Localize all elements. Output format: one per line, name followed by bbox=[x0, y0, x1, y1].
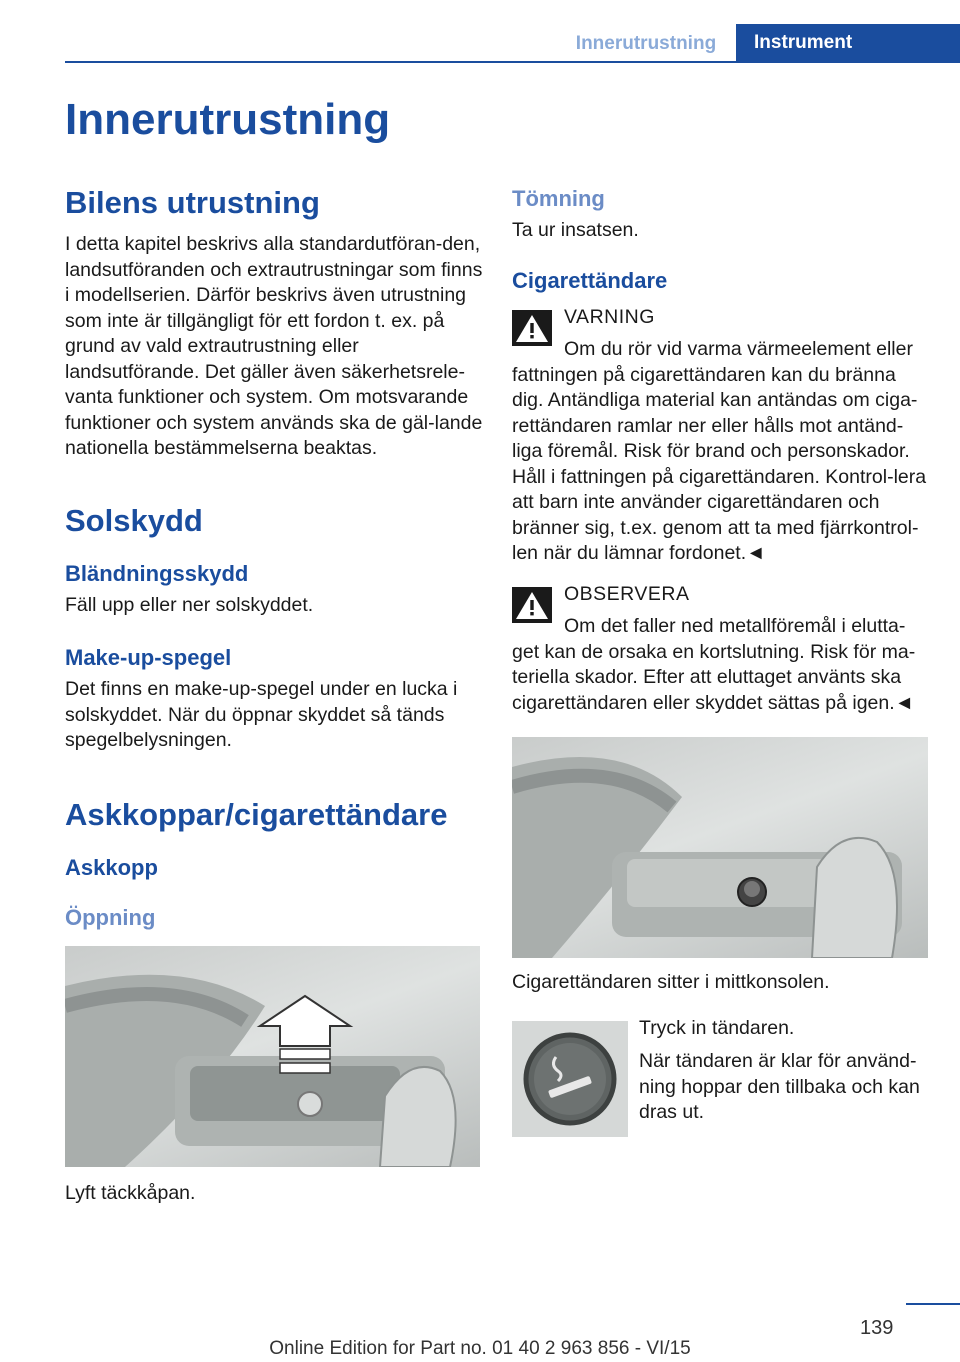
warning-text: Om du rör vid varma värmeelement eller fattningen på cigarettändaren kan du bränna dig. Antändliga material kan antändas om ciga-rettändaren ramlar ner eller hålls mot antänd-liga föremål. Risk för brand och personskador. Håll i fattningen på cigarettändaren. Kontrol-lera att barn inte använder cigarettändaren och bränner sig, t.ex. genom att ta med fjärrkontrol-len när du lämnar fordonet.◄ bbox=[512, 338, 927, 564]
lighter-knob-top bbox=[744, 881, 760, 897]
footer-rule bbox=[906, 1303, 960, 1305]
paragraph-glare-shield: Fäll upp eller ner solskyddet. bbox=[65, 594, 314, 616]
caption-open: Lyft täckkåpan. bbox=[65, 1182, 196, 1204]
arrow-up-icon bbox=[260, 996, 350, 1046]
warning-title: VARNING bbox=[564, 306, 655, 328]
caption-console: Cigarettändaren sitter i mittkonsolen. bbox=[512, 971, 830, 993]
heading-cigarette-lighter: Cigarettändare bbox=[512, 268, 668, 293]
heading-emptying: Tömning bbox=[512, 186, 605, 211]
header-tab-chapter: Instrument bbox=[736, 24, 960, 61]
paragraph-push: Tryck in tändaren. bbox=[639, 1017, 795, 1039]
ashtray-lid bbox=[190, 1066, 400, 1121]
heading-opening: Öppning bbox=[65, 905, 156, 930]
console-illustration bbox=[512, 737, 928, 958]
arrow-stripe bbox=[280, 1049, 330, 1059]
gear-lever bbox=[812, 838, 897, 958]
paragraph-vehicle-equipment: I detta kapitel beskrivs alla standardutföran-den, landsutföranden och extrautrustningar som finns i modellserien. Därför beskrivs även utrustning som inte är tillgängligt för ett fordon t. ex. på grund av vald extrautrustning eller landsutförande. Det gäller även säkerhetsrele-vanta funktioner och system. Om motsvarande funktioner och system används ska de gäl-lande nationella bestämmelserna beaktas. bbox=[65, 233, 483, 459]
paragraph-makeup-mirror: Det finns en make-up-spegel under en lucka i solskyddet. När du öppnar skyddet så tänds spegelbelysningen. bbox=[65, 678, 458, 751]
heading-vehicle-equipment: Bilens utrustning bbox=[65, 185, 320, 220]
heading-glare-shield: Bländningsskydd bbox=[65, 561, 249, 586]
footer-edition: Online Edition for Part no. 01 40 2 963 856 - VI/15 bbox=[269, 1338, 691, 1359]
header-tab-section: Innerutrustning bbox=[575, 33, 717, 54]
ashtray-photo bbox=[65, 946, 480, 1167]
lighter-button-face bbox=[534, 1043, 606, 1115]
page-title: Innerutrustning bbox=[65, 95, 391, 144]
heading-ashtray-lighter: Askkoppar/cigarettändare bbox=[65, 797, 448, 832]
ashtray-illustration bbox=[65, 946, 480, 1167]
lighter-knob bbox=[298, 1092, 322, 1116]
page-number: 139 bbox=[860, 1317, 894, 1339]
lighter-button-illustration bbox=[512, 1021, 628, 1137]
paragraph-emptying: Ta ur insatsen. bbox=[512, 219, 639, 241]
caution-text: Om det faller ned metallföremål i elutta-get kan de orsaka en kortslutning. Risk för ma-teriella skador. Efter att eluttaget använts ska cigarettändaren eller skyddet sättas på igen.◄ bbox=[512, 615, 916, 714]
heading-sun-visor: Solskydd bbox=[65, 503, 203, 538]
caution-title: OBSERVERA bbox=[564, 583, 690, 605]
console-photo bbox=[512, 737, 928, 958]
header-rule bbox=[65, 61, 960, 63]
heading-ashtray: Askkopp bbox=[65, 855, 158, 880]
arrow-stripe bbox=[280, 1063, 330, 1073]
lighter-button-photo bbox=[512, 1021, 628, 1137]
paragraph-ready: När tändaren är klar för använd-ning hoppar den tillbaka och kan dras ut. bbox=[639, 1050, 920, 1123]
ashtray-lid bbox=[627, 859, 847, 907]
heading-makeup-mirror: Make-up-spegel bbox=[65, 645, 232, 670]
